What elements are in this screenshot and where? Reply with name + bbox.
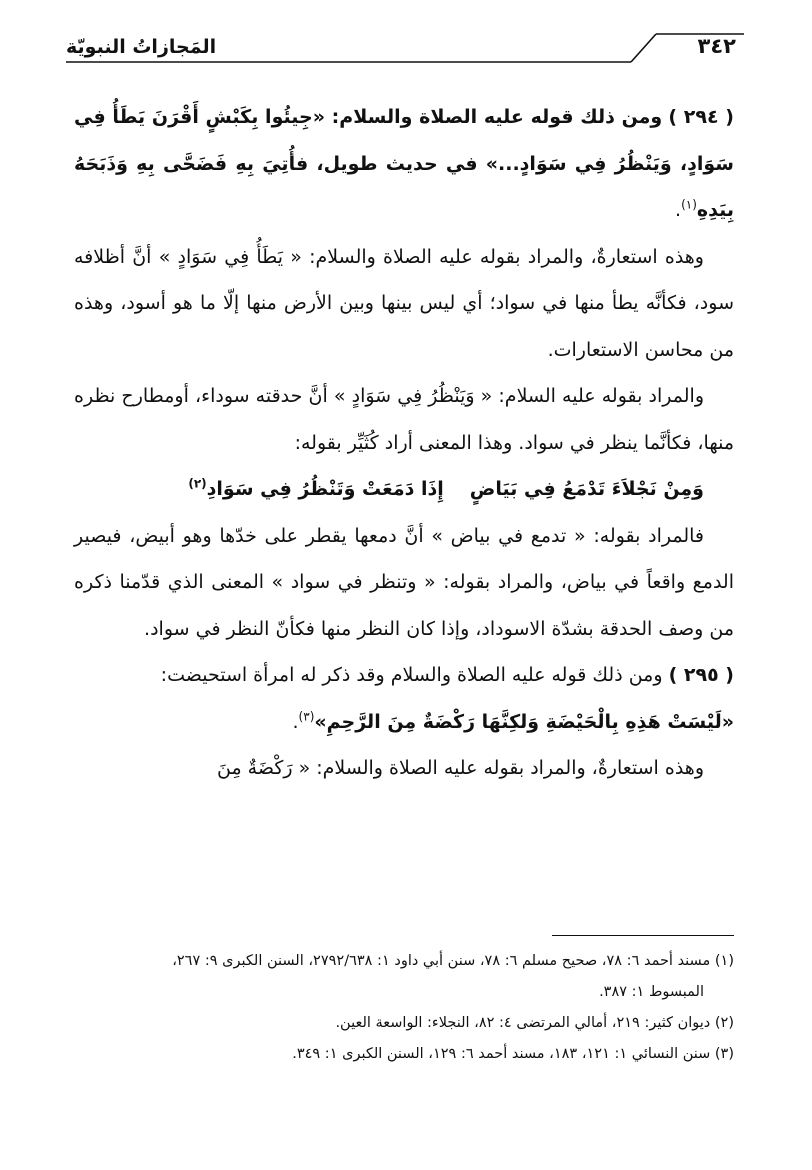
verse-first-hemistich: وَمِنْ نَجْلاَءَ تَدْمَعُ فِي بَيَاضٍ [469,478,704,500]
footnote-1-continuation: المبسوط ١: ٣٨٧. [599,984,704,1000]
item-number-294: ( ٢٩٤ ) [668,106,734,128]
page-number: ٣٤٢ [697,34,736,58]
paragraph-explanation-2: والمراد بقوله عليه السلام: « وَيَنْظُرُ فِي سَوَادٍ » أنَّ حدقته سوداء، أومطارح نظره منها، فكأنَّما ينظر في سواد. وهذا المعنى أراد كُثَيِّر بقوله: [74,385,734,454]
intro-text-295: ومن ذلك قوله عليه الصلاة والسلام وقد ذكر له امرأة استحيضت: [160,664,663,686]
paragraph-explanation-4: وهذه استعارةٌ، والمراد بقوله عليه الصلاة والسلام: « رَكْضَةٌ مِنَ [217,757,704,779]
verse-second-hemistich-wrap [188,466,443,513]
paragraph-295 [74,652,734,745]
paragraph-explanation-3: فالمراد بقوله: « تدمع في بياض » أنَّ دمعها يقطر على خدّها وهو أبيض، فيصير الدمع واقعاً في بياض، والمراد بقوله: « وتنظر في سواد » المعنى الذي قدّمنا ذكره من وصف الحدقة بشدّة الاسوداد، وإذا كان النظر منها فكأنّ النظر في سواد. [74,524,734,640]
footnote-ref-1: (١) [681,197,697,212]
footnote-2: (٢) ديوان كثير: ٢١٩، أمالي المرتضى ٤: ٨٢، النجلاء: الواسعة العين. [335,1015,734,1031]
poetry-verse [74,466,734,513]
main-text [74,94,734,792]
running-head [66,30,744,90]
footnote-ref-2: (٢) [188,476,207,491]
item-number-295: ( ٢٩٥ ) [668,664,734,686]
footnote-separator [552,935,734,936]
hadith-text-295: «لَيْسَتْ هَذِهِ بِالْحَيْضَةِ وَلكِنَّهَا رَكْضَةٌ مِنَ الرَّحِمِ» [314,710,734,733]
verse-second-hemistich: إِذَا دَمَعَتْ وَتَنْظُرُ فِي سَوَادِ [206,478,444,500]
paragraph-294 [74,94,734,234]
footnote-ref-3: (٣) [298,709,315,724]
running-head-title: المَجازاتُ النبويّة [66,36,217,58]
hadith-text-294: ومن ذلك قوله عليه الصلاة والسلام: «جِيئُوا بِكَبْشٍ أَقْرَنَ يَطَأُ فِي سَوَادٍ، وَيَنْظُرُ فِي سَوَادٍ...» في حديث طويل، فأُتِيَ بِهِ فَضَحَّى بِهِ وَذَبَحَهُ بِيَدِهِ [74,106,734,221]
paragraph-end-2: . [292,710,299,733]
footnote-1: (١) مسند أحمد ٦: ٧٨، صحيح مسلم ٦: ٧٨، سنن أبي داود ١: ٢٧٩٢/٦٣٨، السنن الكبرى ٩: ٢٦٧، [172,953,734,969]
paragraph-end: . [675,199,682,221]
footnote-3: (٣) سنن النسائي ١: ١٢١، ١٨٣، مسند أحمد ٦: ١٢٩، السنن الكبرى ١: ٣٤٩. [292,1046,734,1062]
footnotes [64,946,734,1070]
paragraph-explanation-1: وهذه استعارةٌ، والمراد بقوله عليه الصلاة والسلام: « يَطَأُ فِي سَوَادٍ » أنَّ أظلافه سود، فكأنَّه يطأ منها في سواد؛ أي ليس بينها وبين الأرض منها إلّا ما هو أسود، وهذه من محاسن الاستعارات. [74,245,734,361]
